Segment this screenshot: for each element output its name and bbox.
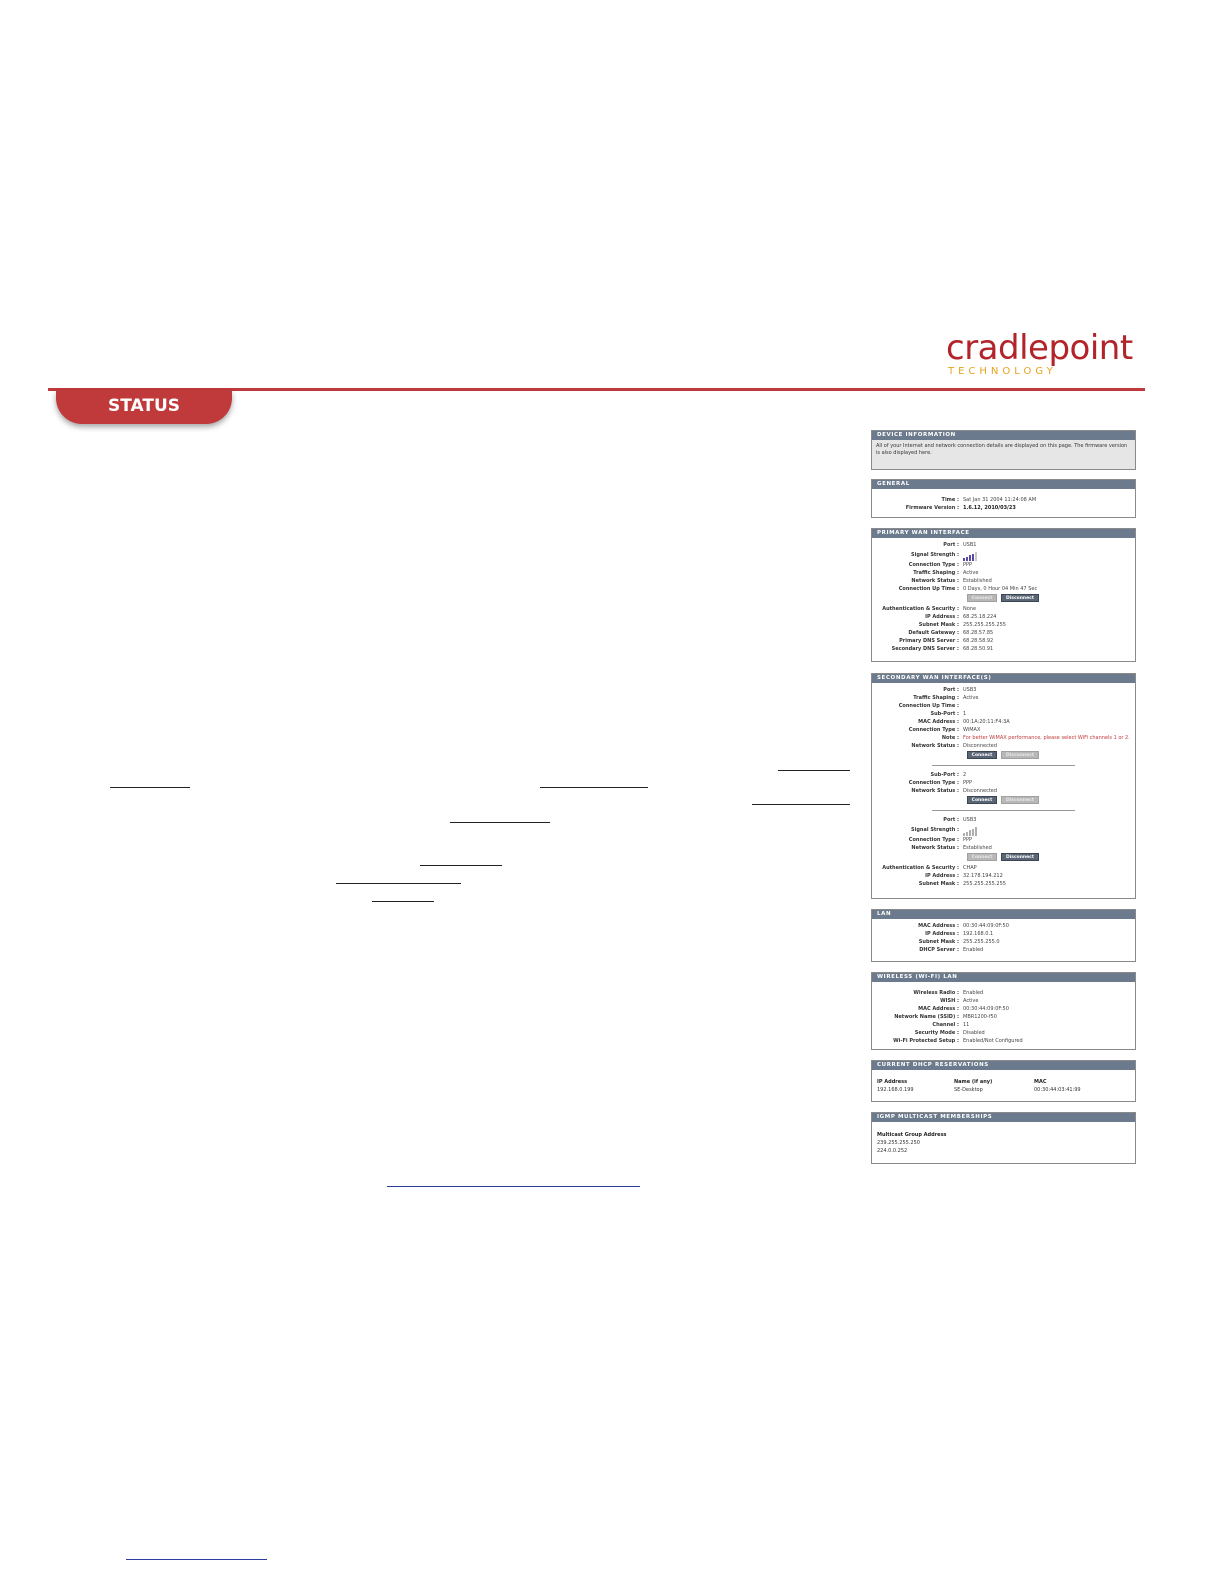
link-underline[interactable] <box>450 822 550 823</box>
general-panel <box>871 479 1136 518</box>
info-row: Authentication & Security : CHAP <box>882 865 977 871</box>
disconnect-button[interactable]: Disconnect <box>1001 594 1039 602</box>
info-row: Time : Sat Jan 31 2004 11:24:08 AM <box>941 497 1037 503</box>
info-row: Port : USB3 <box>943 817 977 823</box>
connect-button[interactable]: Connect <box>967 594 997 602</box>
link-underline[interactable] <box>540 787 648 788</box>
info-row: Wi-Fi Protected Setup : Enabled/Not Configured <box>893 1038 1023 1044</box>
info-row: Connection Up Time : <box>898 703 959 709</box>
device-information-panel <box>871 430 1136 470</box>
link-underline[interactable] <box>387 1186 640 1187</box>
info-row: Network Name (SSID) : MBR1200-f50 <box>894 1014 997 1020</box>
table-header: IP Address Name (if any) MAC <box>877 1079 1047 1085</box>
link-underline[interactable] <box>110 787 190 788</box>
info-row: DHCP Server : Enabled <box>919 947 984 953</box>
table-header: Multicast Group Address <box>877 1132 947 1138</box>
signal-strength-icon <box>963 553 977 561</box>
signal-bar <box>975 827 977 836</box>
connect-button[interactable]: Connect <box>967 853 997 861</box>
signal-strength-icon <box>963 828 977 836</box>
signal-bar <box>972 554 974 562</box>
link-underline[interactable] <box>752 804 850 805</box>
cradlepoint-logo <box>946 330 1136 378</box>
info-row: Port : USB1 <box>943 542 977 548</box>
info-row: IP Address : 68.25.18.224 <box>925 614 997 620</box>
info-row: Subnet Mask : 255.255.255.255 <box>918 881 1006 887</box>
link-underline[interactable] <box>372 901 434 902</box>
info-row: MAC Address : 00:30:44:09:0F:50 <box>918 1006 1009 1012</box>
divider <box>932 810 1075 811</box>
info-row: Signal Strength : <box>876 824 1131 836</box>
panel-title: CURRENT DHCP RESERVATIONS <box>872 1061 1135 1070</box>
logo-wordmark: cradlepoint <box>946 328 1133 368</box>
info-row: Traffic Shaping : Active <box>913 570 979 576</box>
info-row: Subnet Mask : 255.255.255.255 <box>918 622 1006 628</box>
link-underline[interactable] <box>126 1559 267 1560</box>
info-row: Network Status : Established <box>911 578 992 584</box>
info-row: MAC Address : 00:30:44:09:0F:50 <box>918 923 1009 929</box>
info-row: Network Status : Established <box>911 845 992 851</box>
connect-button[interactable]: Connect <box>967 751 997 759</box>
disconnect-button[interactable]: Disconnect <box>1001 751 1039 759</box>
info-row: Sub-Port : 2 <box>930 772 967 778</box>
primary-wan-panel <box>871 528 1136 662</box>
info-row: IP Address : 192.168.0.1 <box>925 931 994 937</box>
disconnect-button[interactable]: Disconnect <box>1001 853 1039 861</box>
wireless-lan-panel <box>871 972 1136 1050</box>
info-row: Network Status : Disconnected <box>911 788 998 794</box>
info-row: Port : USB3 <box>943 687 977 693</box>
info-row: Authentication & Security : None <box>882 606 977 612</box>
table-row: 239.255.255.250 <box>877 1140 920 1146</box>
info-row: Sub-Port : 1 <box>930 711 967 717</box>
table-row: 224.0.0.252 <box>877 1148 908 1154</box>
link-underline[interactable] <box>336 883 461 884</box>
panel-title: IGMP MULTICAST MEMBERSHIPS <box>872 1113 1135 1122</box>
info-row: Primary DNS Server : 68.28.58.92 <box>899 638 994 644</box>
signal-bar <box>975 552 977 561</box>
section-tab-label: STATUS <box>107 396 180 416</box>
table-row: 192.168.0.199 SE-Desktop 00:30:44:03:41:99 <box>877 1087 1081 1093</box>
info-row: IP Address : 32.178.194.212 <box>925 873 1003 879</box>
signal-bar <box>972 829 974 837</box>
info-row: Secondary DNS Server : 68.28.50.91 <box>891 646 994 652</box>
info-row: Connection Type : PPP <box>908 837 973 843</box>
igmp-memberships-panel <box>871 1112 1136 1164</box>
lan-panel <box>871 909 1136 962</box>
info-row: Wireless Radio : Enabled <box>913 990 984 996</box>
logo-tagline: TECHNOLOGY <box>948 366 1057 377</box>
link-underline[interactable] <box>420 865 502 866</box>
panel-title: LAN <box>872 910 1135 919</box>
info-row: WISH : Active <box>940 998 979 1004</box>
info-row: Connection Type : WiMAX <box>908 727 981 733</box>
info-row: Network Status : Disconnected <box>911 743 998 749</box>
connect-button[interactable]: Connect <box>967 796 997 804</box>
info-row: Connection Type : PPP <box>908 562 973 568</box>
panel-title: PRIMARY WAN INTERFACE <box>872 529 1135 538</box>
info-row: Connection Type : PPP <box>908 780 973 786</box>
info-row: MAC Address : 00:1A:20:11:F4:3A <box>918 719 1010 725</box>
info-row: Security Mode : Disabled <box>914 1030 985 1036</box>
disconnect-button[interactable]: Disconnect <box>1001 796 1039 804</box>
divider <box>932 765 1075 766</box>
info-row: Note : For better WiMAX performance, please select WiFi channels 1 or 2. <box>941 735 1130 741</box>
panel-title: SECONDARY WAN INTERFACE(S) <box>872 674 1135 683</box>
link-underline[interactable] <box>778 770 850 771</box>
secondary-wan-panel <box>871 673 1136 899</box>
info-row: Channel : 11 <box>932 1022 970 1028</box>
info-row: Connection Up Time : 0 Days, 0 Hour 04 Min 47 Sec <box>898 586 1038 592</box>
panel-title: WIRELESS (WI-FI) LAN <box>872 973 1135 982</box>
panel-description: All of your Internet and network connection details are displayed on this page. The firmware version is also displayed here. <box>876 443 1128 456</box>
panel-title: DEVICE INFORMATION <box>872 431 1135 440</box>
dhcp-reservations-panel <box>871 1060 1136 1102</box>
section-tab <box>56 390 232 424</box>
panel-title: GENERAL <box>872 480 1135 489</box>
info-row: Subnet Mask : 255.255.255.0 <box>918 939 1000 945</box>
info-row: Firmware Version : 1.6.12, 2010/03/23 <box>905 505 1016 511</box>
info-row: Default Gateway : 68.28.57.85 <box>908 630 994 636</box>
info-row: Traffic Shaping : Active <box>913 695 979 701</box>
info-row: Signal Strength : <box>876 549 1131 561</box>
